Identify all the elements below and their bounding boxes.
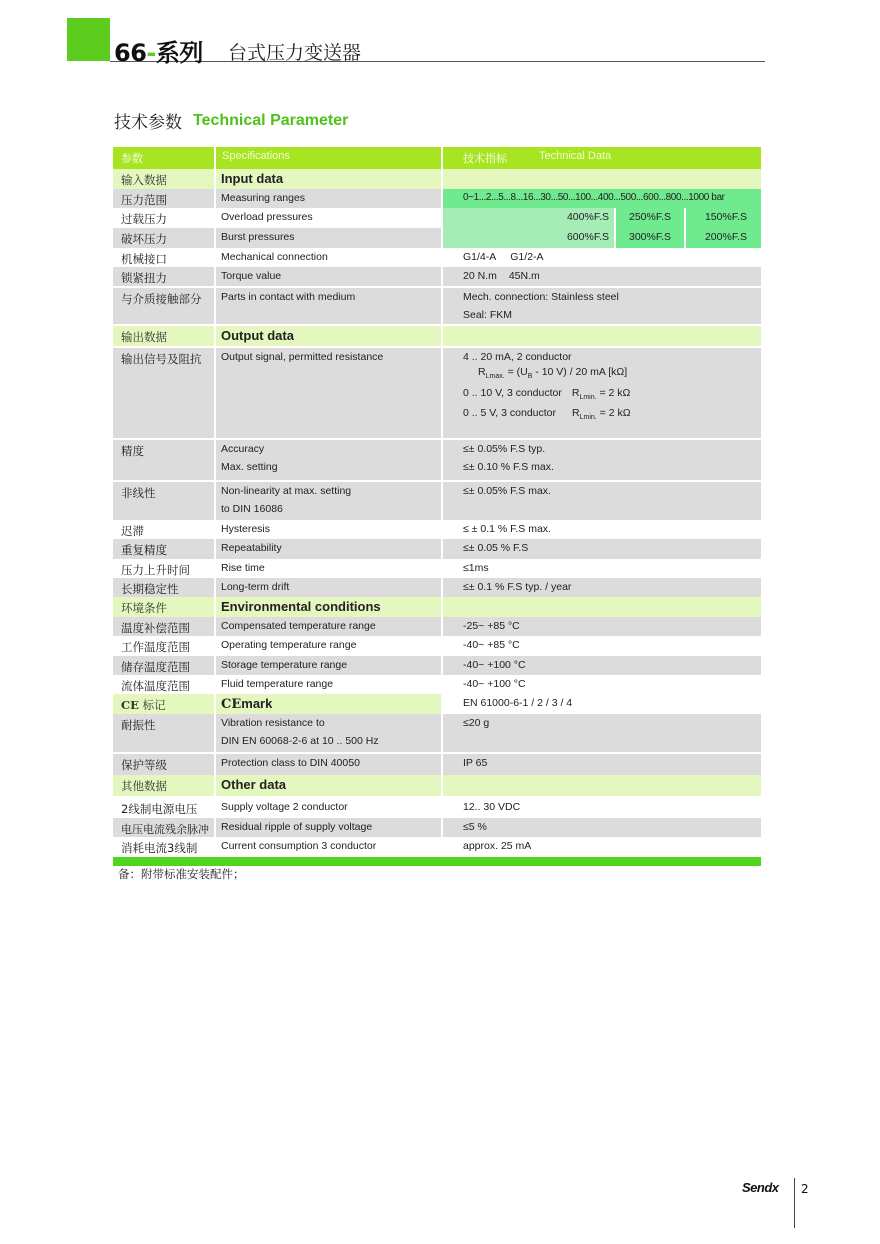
burst-std: 600%F.S: [443, 228, 614, 248]
row-spec: Non-linearity at max. setting to DIN 16086: [216, 482, 443, 520]
table-row: [113, 248, 761, 267]
table-row: [113, 208, 761, 228]
row-spec: Current consumption 3 conductor: [216, 837, 443, 857]
row-label: 锁紧扭力: [113, 267, 216, 286]
row-value: -40~ +100 °C: [443, 675, 761, 694]
row-label: 其他数据: [113, 775, 216, 796]
row-spec: Protection class to DIN 40050: [216, 754, 443, 775]
table-row: [113, 796, 761, 818]
row-spec: Environmental conditions: [216, 597, 443, 617]
row-spec: Repeatability: [216, 539, 443, 559]
footnote: 备：附带标准安装配件；: [118, 867, 245, 881]
product-name: 台式压力变送器: [228, 42, 362, 64]
row-value: -25~ +85 °C: [443, 617, 761, 636]
header-spec: Specifications: [216, 147, 443, 169]
row-value: -40~ +85 °C: [443, 636, 761, 656]
section-row-input: [113, 169, 761, 189]
row-value: ≤5 %: [443, 818, 761, 837]
row-value: ≤± 0.1 % F.S typ. / year: [443, 578, 761, 597]
brand-green-block: [67, 18, 110, 61]
row-label: 温度补偿范围: [113, 617, 216, 636]
row-value: ≤± 0.05% F.S max.: [443, 482, 761, 520]
table-row: [113, 559, 761, 578]
section-title-cn: 技术参数: [114, 113, 182, 133]
row-label: 压力上升时间: [113, 559, 216, 578]
row-value: Mech. connection: Stainless steel Seal: FKM: [443, 288, 761, 324]
table-row: [113, 675, 761, 694]
row-value: [443, 597, 761, 617]
header-param: 参数: [113, 147, 216, 169]
row-spec: Hysteresis: [216, 520, 443, 539]
row-spec: Supply voltage 2 conductor: [216, 798, 443, 818]
table-row: [113, 346, 761, 438]
row-spec: Measuring ranges: [216, 189, 443, 208]
row-label: 2线制电源电压: [113, 798, 216, 818]
row-spec: CEmark: [216, 694, 443, 714]
title-underline: [110, 61, 765, 62]
row-value: [443, 326, 761, 346]
ce-icon: CE: [121, 698, 139, 712]
table-row: [113, 267, 761, 286]
row-spec: Long-term drift: [216, 578, 443, 597]
row-value: [443, 775, 761, 796]
row-label: 过载压力: [113, 208, 216, 228]
row-label: 流体温度范围: [113, 675, 216, 694]
row-label: CE 标记: [113, 694, 216, 714]
table-row: [113, 714, 761, 752]
row-spec: Other data: [216, 775, 443, 796]
overload-std: 400%F.S: [443, 208, 614, 228]
row-spec: Torque value: [216, 267, 443, 286]
burst-mid: 300%F.S: [616, 228, 684, 248]
row-label: 输出信号及阻抗: [113, 348, 216, 438]
row-label: 非线性: [113, 482, 216, 520]
row-label: 输出数据: [113, 326, 216, 346]
section-row-environment: [113, 597, 761, 617]
row-label: 压力范围: [113, 189, 216, 208]
row-spec: Rise time: [216, 559, 443, 578]
table-row: [113, 189, 761, 208]
row-label: 环境条件: [113, 597, 216, 617]
row-label: 耐振性: [113, 714, 216, 752]
table-row: [113, 837, 761, 857]
row-value: ≤± 0.05 % F.S: [443, 539, 761, 559]
row-value: 4 .. 20 mA, 2 conductor $R_{Lmax.} = (U_B - 10$ V) / 20 mA [kΩ] 0 .. 10 V, 3 conductor $R_{Lmin.} = 2$ kΩ 0 .. 5 V, 3 conductor $R_{Lmin.} = 2$ kΩ: [443, 348, 761, 438]
section-row-other: [113, 775, 761, 796]
row-value: EN 61000-6-1 / 2 / 3 / 4: [443, 694, 761, 714]
row-spec: Operating temperature range: [216, 636, 443, 656]
table-row: [113, 480, 761, 520]
row-value: G1/4-A G1/2-A: [443, 248, 761, 267]
row-value: -40~ +100 °C: [443, 656, 761, 675]
row-spec: Parts in contact with medium: [216, 288, 443, 324]
row-label: 保护等级: [113, 754, 216, 775]
section-title-en: Technical Parameter: [193, 112, 349, 129]
row-label: 精度: [113, 440, 216, 480]
table-row: [113, 438, 761, 480]
row-spec: Input data: [216, 169, 443, 189]
row-value: ≤20 g: [443, 714, 761, 752]
row-value: IP 65: [443, 754, 761, 775]
section-row-output: [113, 324, 761, 346]
series-title: 66-系列: [114, 39, 203, 67]
row-label: 消耗电流3线制: [113, 837, 216, 857]
brand-logo: Sendx: [742, 1180, 779, 1195]
row-spec: Fluid temperature range: [216, 675, 443, 694]
table-row: [113, 286, 761, 324]
overload-high: 150%F.S: [686, 208, 761, 228]
row-value: ≤ ± 0.1 % F.S max.: [443, 520, 761, 539]
row-value: 0~1...2...5...8...16...30...50...100...400...500...600...800...1000 bar: [443, 189, 761, 208]
ce-icon: CE: [221, 697, 242, 712]
overload-mid: 250%F.S: [616, 208, 684, 228]
row-value: [443, 228, 761, 248]
table-row: [113, 578, 761, 597]
header-data: 技术指标 Technical Data: [443, 147, 761, 169]
row-value: [443, 169, 761, 189]
footer-divider: [794, 1178, 795, 1228]
row-value: ≤± 0.05% F.S typ. ≤± 0.10 % F.S max.: [443, 440, 761, 480]
section-row-ce: [113, 694, 761, 714]
row-label: 与介质接触部分: [113, 288, 216, 324]
row-spec: Overload pressures: [216, 208, 443, 228]
row-value: ≤1ms: [443, 559, 761, 578]
table-bottom-bar: [113, 857, 761, 866]
row-value: approx. 25 mA: [443, 837, 761, 857]
table-row: [113, 617, 761, 636]
row-label: 迟滞: [113, 520, 216, 539]
row-spec: Output signal, permitted resistance: [216, 348, 443, 438]
row-spec: Storage temperature range: [216, 656, 443, 675]
table-row: [113, 818, 761, 837]
table-row: [113, 520, 761, 539]
table-row: [113, 656, 761, 675]
row-spec: Burst pressures: [216, 228, 443, 248]
row-label: 电压电流残余脉冲: [113, 818, 216, 837]
row-label: 长期稳定性: [113, 578, 216, 597]
row-value: 20 N.m 45N.m: [443, 267, 761, 286]
spec-table: [113, 147, 761, 866]
page-number: 2: [801, 1182, 809, 1196]
row-spec: Mechanical connection: [216, 248, 443, 267]
table-row: [113, 752, 761, 775]
row-spec: Residual ripple of supply voltage: [216, 818, 443, 837]
table-row: [113, 539, 761, 559]
table-row: [113, 636, 761, 656]
burst-high: 200%F.S: [686, 228, 761, 248]
row-spec: Accuracy Max. setting: [216, 440, 443, 480]
table-row: [113, 228, 761, 248]
row-value: [443, 208, 761, 228]
row-value: 12.. 30 VDC: [443, 798, 761, 818]
row-label: 工作温度范围: [113, 636, 216, 656]
row-spec: Output data: [216, 326, 443, 346]
row-label: 重复精度: [113, 539, 216, 559]
row-spec: Compensated temperature range: [216, 617, 443, 636]
row-label: 机械接口: [113, 248, 216, 267]
row-label: 储存温度范围: [113, 656, 216, 675]
row-spec: Vibration resistance to DIN EN 60068-2-6 at 10 .. 500 Hz: [216, 714, 443, 752]
row-label: 破坏压力: [113, 228, 216, 248]
row-label: 输入数据: [113, 169, 216, 189]
table-header-row: [113, 147, 761, 169]
